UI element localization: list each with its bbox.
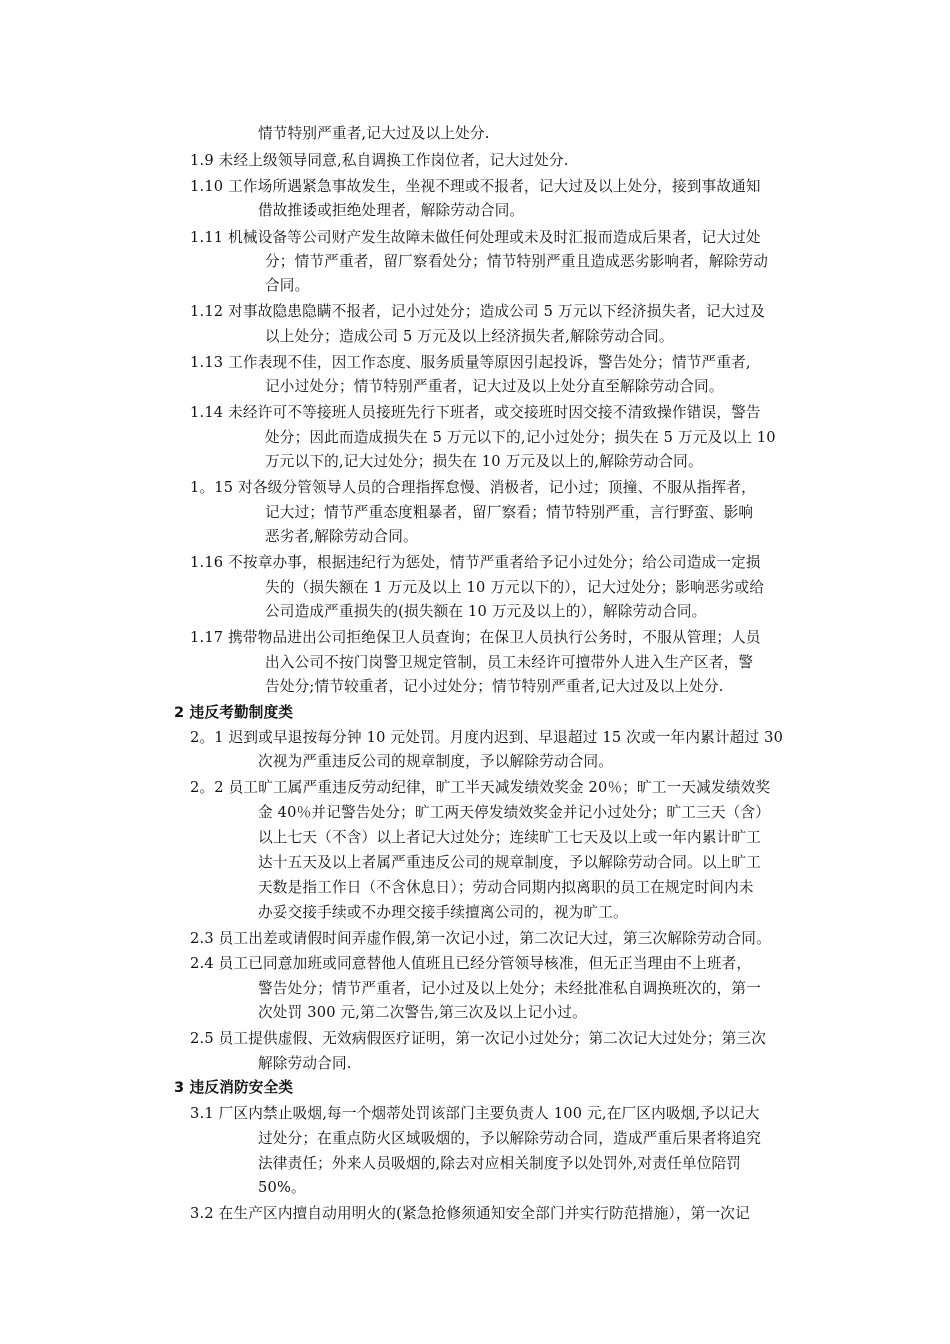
text-line: 借故推诿或拒绝处理者，解除劳动合同。: [258, 202, 525, 219]
clause-1-9: 1.9 未经上级领导同意,私自调换工作岗位者，记大过处分.: [190, 152, 569, 169]
text-line: 失的（损失额在 1 万元及以上 10 万元以下的），记大过处分；影响恶劣或给: [265, 579, 765, 596]
text-line: 记大过；情节严重态度粗暴者，留厂察看；情节特别严重，言行野蛮、影响: [265, 504, 754, 521]
clause-2-4: 2.4 员工已同意加班或同意替他人值班且已经分管领导核准，但无正当理由不上班者，: [190, 955, 752, 972]
text-line: 达十五天及以上者属严重违反公司的规章制度，予以解除劳动合同。以上旷工: [258, 854, 761, 871]
text-line: 以上七天（不含）以上者记大过处分；连续旷工七天及以上或一年内累计旷工: [258, 829, 761, 846]
clause-3-2: 3.2 在生产区内擅自动用明火的(紧急抢修须通知安全部门并实行防范措施），第一次记: [190, 1205, 750, 1222]
section-heading-attendance: 2 违反考勤制度类: [174, 704, 294, 721]
clause-2-1: 2。1 迟到或早退按每分钟 10 元处罚。月度内迟到、早退超过 15 次或一年内累计超过 30: [190, 729, 784, 746]
clause-1-10: 1.10 工作场所遇紧急事故发生，坐视不理或不报者，记大过及以上处分，接到事故通知: [190, 178, 761, 195]
text-line: 记小过处分；情节特别严重者，记大过及以上处分直至解除劳动合同。: [265, 378, 724, 395]
clause-1-12: 1.12 对事故隐患隐瞒不报者，记小过处分；造成公司 5 万元以下经济损失者，记大过及: [190, 303, 766, 320]
clause-1-14: 1.14 未经许可不等接班人员接班先行下班者，或交接班时因交接不清致操作错误，警告: [190, 404, 761, 421]
text-line: 以上处分；造成公司 5 万元及以上经济损失者,解除劳动合同。: [265, 328, 674, 345]
text-line: 处分；因此而造成损失在 5 万元以下的,记小过处分；损失在 5 万元及以上 10: [265, 429, 776, 446]
text-line: 天数是指工作日（不含休息日）；劳动合同期内拟离职的员工在规定时间内未: [258, 879, 754, 896]
text-line: 合同。: [265, 277, 310, 294]
text-line: 公司造成严重损失的(损失额在 10 万元及以上的），解除劳动合同。: [265, 603, 707, 620]
text-line: 警告处分；情节严重者，记小过及以上处分；未经批准私自调换班次的，第一: [258, 980, 761, 997]
text-line: 过处分；在重点防火区域吸烟的，予以解除劳动合同，造成严重后果者将追究: [258, 1130, 761, 1147]
clause-3-1: 3.1 厂区内禁止吸烟,每一个烟蒂处罚该部门主要负责人 100 元,在厂区内吸烟,予以记大: [190, 1105, 760, 1122]
clause-2-3: 2.3 员工出差或请假时间弄虚作假,第一次记小过，第二次记大过，第三次解除劳动合同。: [190, 930, 771, 947]
clause-2-5: 2.5 员工提供虚假、无效病假医疗证明，第一次记小过处分；第二次记大过处分；第三次: [190, 1030, 767, 1047]
clause-2-2: 2。2 员工旷工属严重违反劳动纪律，旷工半天减发绩效奖金 20％；旷工一天减发绩效奖: [190, 779, 771, 796]
clause-1-17: 1.17 携带物品进出公司拒绝保卫人员查询；在保卫人员执行公务时，不服从管理；人员: [190, 629, 761, 646]
text-line: 法律责任；外来人员吸烟的,除去对应相关制度予以处罚外,对责任单位陪罚: [258, 1155, 742, 1172]
text-line: 出入公司不按门岗警卫规定管制，员工未经许可擅带外人进入生产区者，警: [265, 654, 754, 671]
clause-1-16: 1.16 不按章办事，根据违纪行为惩处，情节严重者给予记小过处分；给公司造成一定损: [190, 554, 761, 571]
text-line: 情节特别严重者,记大过及以上处分.: [258, 125, 490, 142]
clause-1-13: 1.13 工作表现不佳，因工作态度、服务质量等原因引起投诉，警告处分；情节严重者,: [190, 354, 751, 371]
text-line: 分；情节严重者，留厂察看处分；情节特别严重且造成恶劣影响者，解除劳动: [265, 253, 768, 270]
text-line: 次视为严重违反公司的规章制度，予以解除劳动合同。: [258, 753, 614, 770]
text-line: 万元以下的,记大过处分；损失在 10 万元及以上的,解除劳动合同。: [265, 453, 703, 470]
text-line: 解除劳动合同.: [258, 1055, 352, 1072]
text-line: 办妥交接手续或不办理交接手续擅离公司的，视为旷工。: [258, 904, 628, 921]
text-line: 50%。: [258, 1179, 306, 1196]
text-line: 告处分;情节较重者，记小过处分；情节特别严重者,记大过及以上处分.: [265, 678, 724, 695]
text-line: 次处罚 300 元,第二次警告,第三次及以上记小过。: [258, 1004, 587, 1021]
text-line: 恶劣者,解除劳动合同。: [265, 528, 418, 545]
section-heading-fire-safety: 3 违反消防安全类: [174, 1079, 294, 1096]
text-line: 金 40％并记警告处分；旷工两天停发绩效奖金并记小过处分；旷工三天（含）: [258, 804, 771, 821]
clause-1-15: 1。15 对各级分管领导人员的合理指挥怠慢、消极者，记小过；顶撞、不服从指挥者，: [190, 479, 756, 496]
clause-1-11: 1.11 机械设备等公司财产发生故障未做任何处理或未及时汇报而造成后果者，记大过处: [190, 229, 761, 246]
